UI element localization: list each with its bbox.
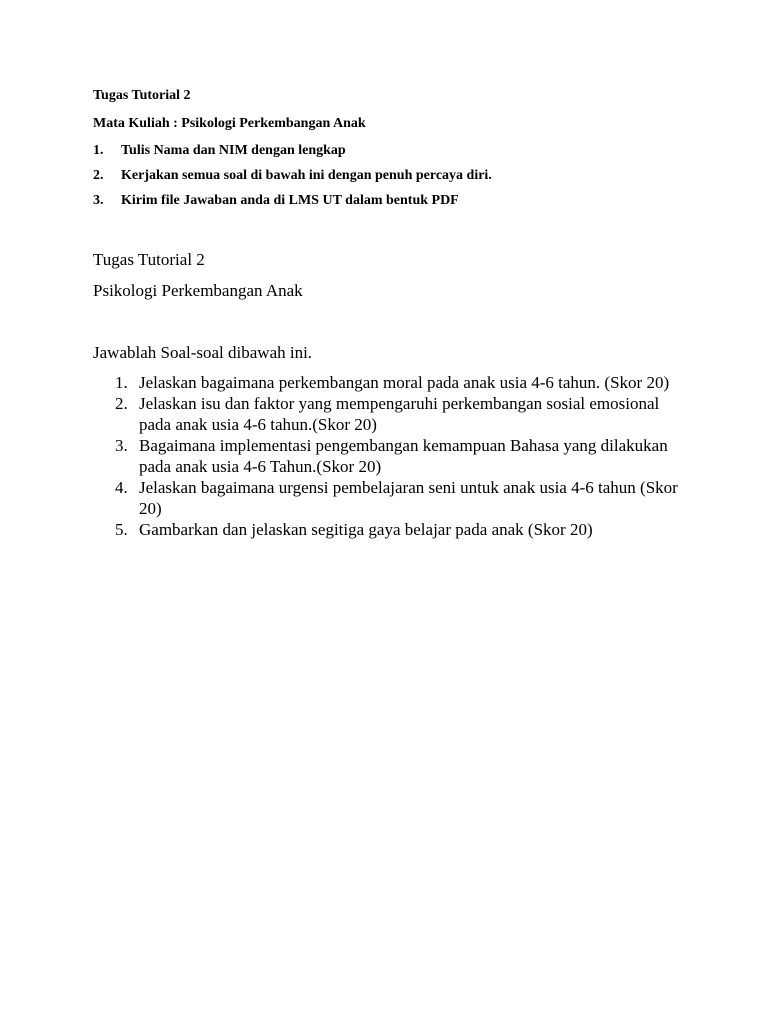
document-subtitle: Psikologi Perkembangan Anak xyxy=(93,281,303,300)
question-item xyxy=(93,435,693,477)
question-text: Jelaskan bagaimana urgensi pembelajaran seni untuk anak usia 4-6 tahun (Skor 20) xyxy=(139,478,678,518)
instruction-number: 2. xyxy=(93,168,104,183)
question-text: Gambarkan dan jelaskan segitiga gaya belajar pada anak (Skor 20) xyxy=(139,520,593,539)
instruction-number: 3. xyxy=(93,193,104,208)
question-text: Bagaimana implementasi pengembangan kemampuan Bahasa yang dilakukan pada anak usia 4-6 Tahun.(Skor 20) xyxy=(139,436,668,476)
question-item xyxy=(93,519,693,540)
question-item xyxy=(93,393,693,435)
question-number: 1. xyxy=(115,373,128,392)
question-number: 5. xyxy=(115,520,128,539)
instruction-number: 1. xyxy=(93,143,104,158)
document-title: Tugas Tutorial 2 xyxy=(93,250,205,269)
question-text: Jelaskan bagaimana perkembangan moral pada anak usia 4-6 tahun. (Skor 20) xyxy=(139,373,670,392)
question-number: 4. xyxy=(115,478,128,497)
instruction-text: Kerjakan semua soal di bawah ini dengan penuh percaya diri. xyxy=(121,168,492,183)
question-item xyxy=(93,372,693,393)
instruction-text: Kirim file Jawaban anda di LMS UT dalam bentuk PDF xyxy=(121,193,459,208)
question-item xyxy=(93,477,693,519)
question-intro: Jawablah Soal-soal dibawah ini. xyxy=(93,343,313,362)
question-list xyxy=(93,372,693,540)
question-number: 3. xyxy=(115,436,128,455)
header-title: Tugas Tutorial 2 xyxy=(93,88,191,103)
instruction-text: Tulis Nama dan NIM dengan lengkap xyxy=(121,143,346,158)
question-text: Jelaskan isu dan faktor yang mempengaruhi perkembangan sosial emosional pada anak usia 4-6 tahun.(Skor 20) xyxy=(139,394,660,434)
course-name: Mata Kuliah : Psikologi Perkembangan Anak xyxy=(93,116,366,131)
question-number: 2. xyxy=(115,394,128,413)
